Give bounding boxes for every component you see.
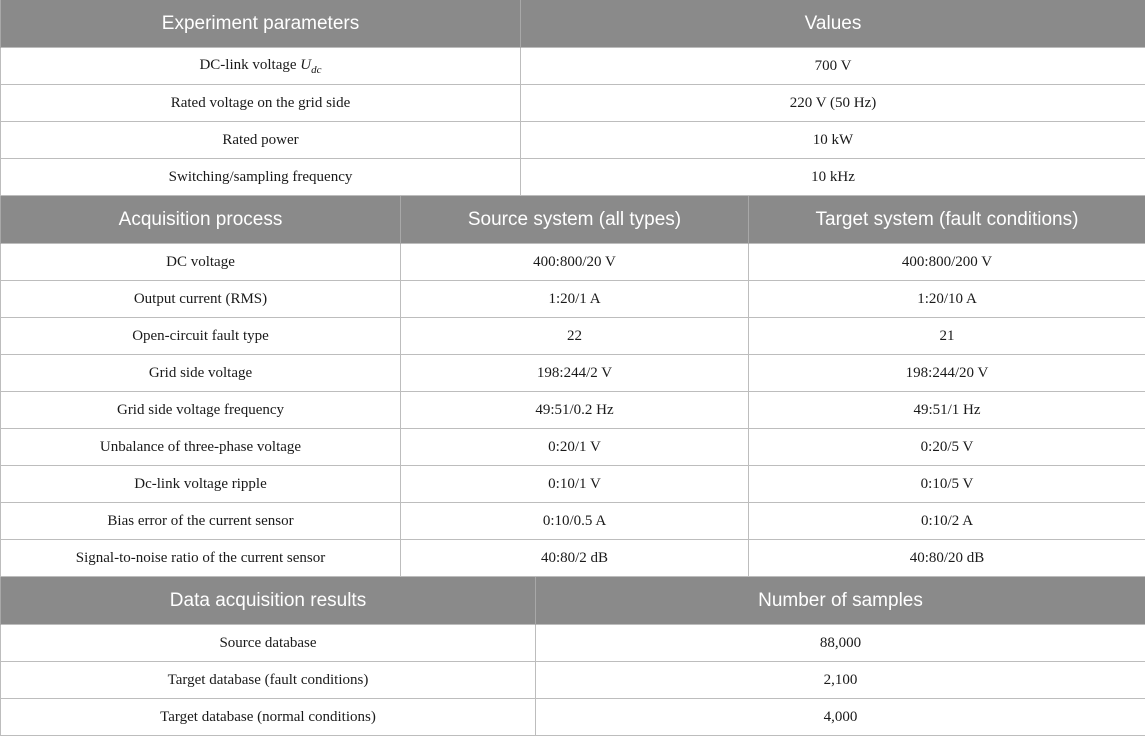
process-cell: Bias error of the current sensor <box>1 503 401 540</box>
samples-cell: 2,100 <box>536 662 1145 699</box>
process-cell: Open-circuit fault type <box>1 318 401 355</box>
param-label: DC-link voltage <box>199 56 301 73</box>
header-values: Values <box>521 0 1145 48</box>
table-row <box>1 503 1145 540</box>
value-cell: 220 V (50 Hz) <box>521 85 1145 122</box>
param-cell <box>1 48 521 85</box>
source-cell: 22 <box>401 318 749 355</box>
process-cell: Grid side voltage frequency <box>1 392 401 429</box>
source-cell: 0:10/0.5 A <box>401 503 749 540</box>
header-source-system: Source system (all types) <box>401 196 749 244</box>
acquisition-header-row <box>1 196 1145 244</box>
result-cell: Source database <box>1 625 536 662</box>
result-cell: Target database (normal conditions) <box>1 699 536 736</box>
table-row <box>1 429 1145 466</box>
source-cell: 40:80/2 dB <box>401 540 749 577</box>
target-cell: 49:51/1 Hz <box>749 392 1145 429</box>
param-cell: Rated voltage on the grid side <box>1 85 521 122</box>
table-row <box>1 625 1145 662</box>
source-cell: 49:51/0.2 Hz <box>401 392 749 429</box>
experiment-parameters-table <box>0 0 1145 196</box>
process-cell: Output current (RMS) <box>1 281 401 318</box>
param-cell: Switching/sampling frequency <box>1 159 521 196</box>
header-number-of-samples: Number of samples <box>536 577 1145 625</box>
experiment-header-row <box>1 0 1145 48</box>
header-target-system: Target system (fault conditions) <box>749 196 1145 244</box>
param-cell: Rated power <box>1 122 521 159</box>
table-row <box>1 244 1145 281</box>
source-cell: 198:244/2 V <box>401 355 749 392</box>
table-row <box>1 699 1145 736</box>
table-row <box>1 540 1145 577</box>
table-row <box>1 392 1145 429</box>
data-acquisition-results-table <box>0 577 1145 736</box>
table-row <box>1 318 1145 355</box>
table-row <box>1 355 1145 392</box>
table-row <box>1 281 1145 318</box>
table-row <box>1 85 1145 122</box>
value-cell: 10 kW <box>521 122 1145 159</box>
target-cell: 40:80/20 dB <box>749 540 1145 577</box>
process-cell: DC voltage <box>1 244 401 281</box>
header-data-acquisition-results: Data acquisition results <box>1 577 536 625</box>
table-row <box>1 48 1145 85</box>
table-row <box>1 466 1145 503</box>
value-cell: 700 V <box>521 48 1145 85</box>
result-cell: Target database (fault conditions) <box>1 662 536 699</box>
table-row <box>1 122 1145 159</box>
source-cell: 400:800/20 V <box>401 244 749 281</box>
process-cell: Unbalance of three-phase voltage <box>1 429 401 466</box>
target-cell: 0:20/5 V <box>749 429 1145 466</box>
samples-cell: 4,000 <box>536 699 1145 736</box>
results-header-row <box>1 577 1145 625</box>
source-cell: 0:20/1 V <box>401 429 749 466</box>
target-cell: 1:20/10 A <box>749 281 1145 318</box>
symbol-u-dc: $U_{dc}$ <box>300 56 322 76</box>
target-cell: 21 <box>749 318 1145 355</box>
table-row <box>1 159 1145 196</box>
source-cell: 0:10/1 V <box>401 466 749 503</box>
process-cell: Signal-to-noise ratio of the current sensor <box>1 540 401 577</box>
samples-cell: 88,000 <box>536 625 1145 662</box>
target-cell: 198:244/20 V <box>749 355 1145 392</box>
process-cell: Grid side voltage <box>1 355 401 392</box>
target-cell: 400:800/200 V <box>749 244 1145 281</box>
header-experiment-parameters: Experiment parameters <box>1 0 521 48</box>
source-cell: 1:20/1 A <box>401 281 749 318</box>
target-cell: 0:10/5 V <box>749 466 1145 503</box>
table-row <box>1 662 1145 699</box>
value-cell: 10 kHz <box>521 159 1145 196</box>
header-acquisition-process: Acquisition process <box>1 196 401 244</box>
acquisition-process-table <box>0 196 1145 577</box>
target-cell: 0:10/2 A <box>749 503 1145 540</box>
process-cell: Dc-link voltage ripple <box>1 466 401 503</box>
